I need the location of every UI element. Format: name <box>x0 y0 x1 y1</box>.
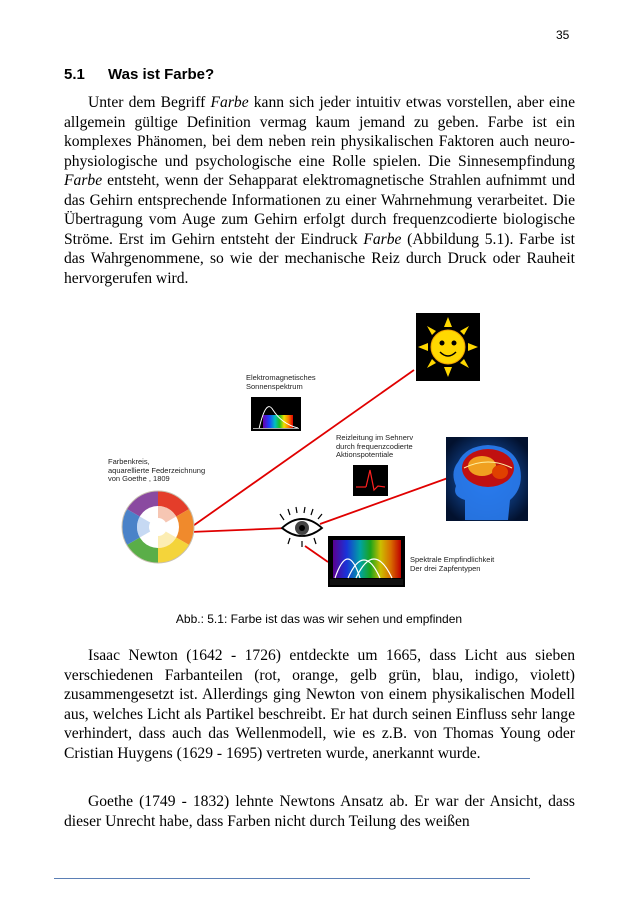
paragraph-newton: Isaac Newton (1642 - 1726) entdeckte um 1665, dass Licht aus sieben verschiedenen Farbanteilen (rot, orange, gelb grün, blau, indigo, violett) zusammengesetzt ist. Allerdings ging Newton von einem physikalischen Modell aus, welches Licht als Partikel beschreibt. Er hat durch seinen Einfluss sehr lange verhindert, dass auch das Wellenmodell, wie es z.B. von Thomas Young oder Cristian Huygens (1629 - 1695) vertreten wurde, anerkannt wurde. <box>64 647 575 762</box>
eye-image <box>280 507 322 547</box>
figure-caption: Abb.: 5.1: Farbe ist das was wir sehen und empfinden <box>175 612 463 626</box>
emphasis-farbe: Farbe <box>363 230 402 248</box>
text-run: entsteht, wenn der Sehapparat elektromagnetische Strahlen aufnimmt und das Gehirn entsprechende Informationen zu einer Wahrnehmung verarbeitet. Die Übertragung vom Auge zum Gehirn erfolgt durch frequenzcodierte biologische Ströme. Erst im Gehirn entsteht der Eindruck <box>64 172 575 248</box>
label-color-wheel: Farbenkreis, aquarellierte Federzeichnung von Goethe , 1809 <box>108 457 206 483</box>
text-run: (Abbildung 5.1). Farbe ist das Wahrgenommene, so wie der mechanische Reiz durch Druck oder Rauheit hervorgerufen wird. <box>64 230 575 287</box>
emphasis-farbe: Farbe <box>210 94 249 111</box>
brain-image <box>446 437 528 521</box>
emphasis-farbe: Farbe <box>64 172 103 189</box>
text-run: kann sich jeder intuitiv etwas vorstellen, aber eine allgemein gültige Definition vermag kaum jemand zu geben. Farbe ist ein komplexes Phänomen, bei dem neben rein physikalischen Faktoren auch neuro-physiologische und psychologische eine Rolle spielen. Die Sinnesempfindung <box>64 94 575 170</box>
action-potential-image <box>353 465 388 496</box>
section-number: 5.1 <box>64 66 85 83</box>
footer-rule <box>54 878 530 879</box>
paragraph-intro <box>64 93 575 288</box>
text-run: Unter dem Begriff <box>88 94 211 111</box>
cone-sensitivity-image <box>328 536 405 587</box>
label-sun-spectrum: Elektromagnetisches Sonnenspektrum <box>246 373 316 391</box>
section-title: Was ist Farbe? <box>108 66 215 83</box>
label-cone-sensitivity: Spektrale Empfindlichkeit Der drei Zapfentypen <box>410 555 495 573</box>
page-number: 35 <box>556 28 570 42</box>
red-arrows <box>190 370 448 562</box>
label-nerve-conduction: Reizleitung im Sehnerv durch frequenzcodierte Aktionspotentiale <box>336 433 414 459</box>
sun-spectrum-image <box>251 397 301 431</box>
paragraph-goethe: Goethe (1749 - 1832) lehnte Newtons Ansatz ab. Er war der Ansicht, dass dieser Unrecht habe, dass Farben nicht durch Teilung des weißen <box>64 793 575 830</box>
section-heading <box>64 66 214 83</box>
color-wheel-image <box>122 491 194 563</box>
sun-image <box>416 313 480 381</box>
